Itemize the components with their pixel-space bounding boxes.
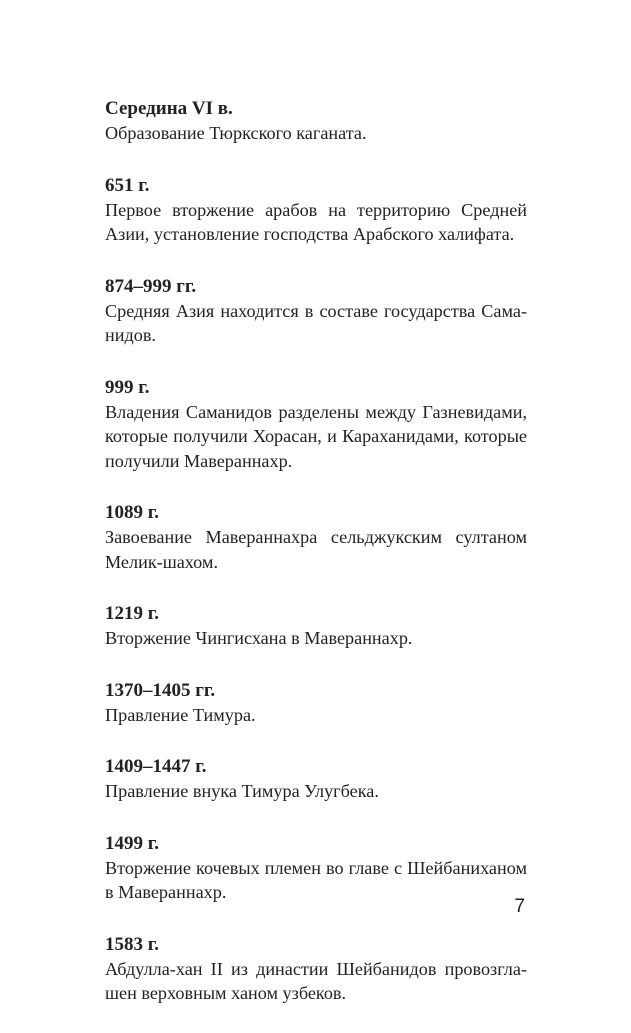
entry-text: Вторжение Чингисхана в Мавераннахр. <box>105 628 413 648</box>
entry-date: 651 г. <box>105 174 150 196</box>
chronology-entry <box>105 96 527 146</box>
chronology-entry <box>105 678 527 728</box>
entry-text: Правление внука Тимура Улугбека. <box>105 781 379 801</box>
entry-text: Первое вторжение арабов на территорию Средней Азии, установление господства Арабского халифата. <box>105 199 527 244</box>
entry-text: Владения Саманидов разделены между Газневидами, которые получили Хорасан, и Караханидами, которые получили Мавераннахр. <box>105 401 527 471</box>
entry-text: Вторжение кочевых племен во главе с Шейбаниханом в Мавераннахр. <box>105 857 527 902</box>
entry-date: 1499 г. <box>105 832 159 854</box>
chronology-entry <box>105 932 527 1006</box>
entry-text: Завоевание Мавераннахра сельджукским султаном Мелик-шахом. <box>105 527 527 572</box>
entry-date: 874–999 гг. <box>105 275 197 297</box>
chronology-entry <box>105 500 527 574</box>
entry-date: 1409–1447 г. <box>105 756 207 777</box>
entry-date: 1219 г. <box>105 603 159 624</box>
chronology-entry <box>105 601 527 651</box>
chronology-page <box>105 96 527 1033</box>
entry-date: 1089 г. <box>105 502 159 523</box>
entry-text: Абдулла-хан II из династии Шейбанидов провозглашен верховным ханом узбеков. <box>105 958 527 1003</box>
entry-date: 1370–1405 гг. <box>105 679 216 701</box>
chronology-entry <box>105 831 527 905</box>
page-number: 7 <box>514 896 525 917</box>
chronology-entry <box>105 754 527 804</box>
chronology-entry <box>105 173 527 247</box>
entry-text: Правление Тимура. <box>105 704 256 725</box>
entry-date: 1583 г. <box>105 933 159 955</box>
chronology-entry <box>105 375 527 474</box>
entry-date: 999 г. <box>105 376 150 398</box>
entry-date: Середина VI в. <box>105 98 233 119</box>
entry-text: Образование Тюркского каганата. <box>105 123 367 143</box>
chronology-entry <box>105 274 527 348</box>
entry-text: Средняя Азия находится в составе государства Саманидов. <box>105 300 527 345</box>
